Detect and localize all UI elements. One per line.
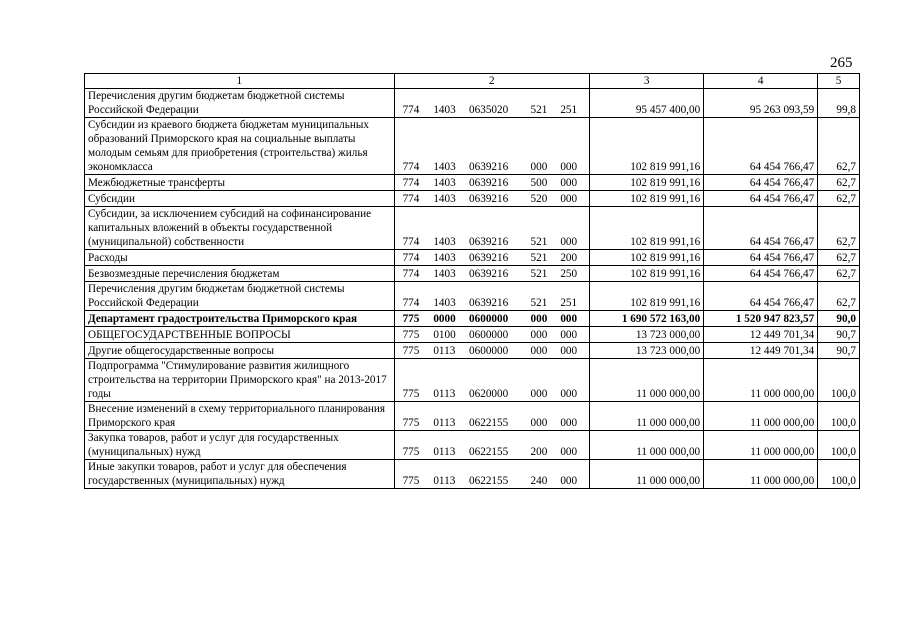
row-percent: 100,0 bbox=[818, 431, 860, 460]
row-percent: 99,8 bbox=[818, 89, 860, 118]
row-expense-type-code: 000 bbox=[530, 388, 548, 400]
row-codes bbox=[394, 175, 590, 191]
row-codes bbox=[394, 431, 590, 460]
row-kosgu-code: 000 bbox=[560, 475, 578, 487]
column-header-5: 5 bbox=[818, 74, 860, 89]
table-row bbox=[85, 343, 860, 359]
row-chapter-code: 775 bbox=[402, 329, 420, 341]
row-percent: 90,0 bbox=[818, 311, 860, 327]
row-name: Субсидии bbox=[85, 191, 395, 207]
row-planned-amount: 102 819 991,16 bbox=[590, 282, 704, 311]
row-codes bbox=[394, 89, 590, 118]
row-name: Межбюджетные трансферты bbox=[85, 175, 395, 191]
row-chapter-code: 774 bbox=[402, 268, 420, 280]
row-target-code: 0600000 bbox=[469, 329, 509, 341]
row-executed-amount: 64 454 766,47 bbox=[704, 175, 818, 191]
row-kosgu-code: 000 bbox=[560, 161, 578, 173]
row-codes bbox=[394, 282, 590, 311]
row-expense-type-code: 521 bbox=[530, 252, 548, 264]
row-planned-amount: 95 457 400,00 bbox=[590, 89, 704, 118]
row-expense-type-code: 200 bbox=[530, 446, 548, 458]
table-row bbox=[85, 118, 860, 175]
column-header-4: 4 bbox=[704, 74, 818, 89]
row-name: Перечисления другим бюджетам бюджетной системы Российской Федерации bbox=[85, 282, 395, 311]
row-chapter-code: 774 bbox=[402, 252, 420, 264]
row-chapter-code: 775 bbox=[402, 475, 420, 487]
row-percent: 62,7 bbox=[818, 266, 860, 282]
row-executed-amount: 1 520 947 823,57 bbox=[704, 311, 818, 327]
row-target-code: 0635020 bbox=[469, 104, 509, 116]
row-kosgu-code: 000 bbox=[560, 329, 578, 341]
row-executed-amount: 64 454 766,47 bbox=[704, 266, 818, 282]
row-kosgu-code: 000 bbox=[560, 313, 578, 325]
row-percent: 90,7 bbox=[818, 327, 860, 343]
table-row bbox=[85, 250, 860, 266]
row-chapter-code: 774 bbox=[402, 177, 420, 189]
row-expense-type-code: 521 bbox=[530, 268, 548, 280]
row-section-code: 1403 bbox=[433, 177, 456, 189]
row-codes bbox=[394, 207, 590, 250]
row-percent: 90,7 bbox=[818, 343, 860, 359]
row-planned-amount: 102 819 991,16 bbox=[590, 250, 704, 266]
row-name: Безвозмездные перечисления бюджетам bbox=[85, 266, 395, 282]
row-target-code: 0620000 bbox=[469, 388, 509, 400]
column-header-2: 2 bbox=[394, 74, 590, 89]
row-target-code: 0639216 bbox=[469, 193, 509, 205]
row-executed-amount: 64 454 766,47 bbox=[704, 250, 818, 266]
row-executed-amount: 11 000 000,00 bbox=[704, 460, 818, 489]
row-target-code: 0639216 bbox=[469, 177, 509, 189]
row-codes bbox=[394, 327, 590, 343]
row-name: Другие общегосударственные вопросы bbox=[85, 343, 395, 359]
row-chapter-code: 774 bbox=[402, 193, 420, 205]
row-target-code: 0639216 bbox=[469, 236, 509, 248]
row-expense-type-code: 000 bbox=[530, 345, 548, 357]
row-percent: 62,7 bbox=[818, 250, 860, 266]
row-section-code: 1403 bbox=[433, 252, 456, 264]
row-name: Закупка товаров, работ и услуг для государственных (муниципальных) нужд bbox=[85, 431, 395, 460]
row-planned-amount: 102 819 991,16 bbox=[590, 191, 704, 207]
row-codes bbox=[394, 118, 590, 175]
row-kosgu-code: 000 bbox=[560, 417, 578, 429]
row-kosgu-code: 000 bbox=[560, 446, 578, 458]
table-row bbox=[85, 282, 860, 311]
column-header-3: 3 bbox=[590, 74, 704, 89]
row-section-code: 1403 bbox=[433, 193, 456, 205]
row-kosgu-code: 251 bbox=[560, 297, 578, 309]
row-target-code: 0639216 bbox=[469, 297, 509, 309]
table-row bbox=[85, 175, 860, 191]
row-target-code: 0639216 bbox=[469, 268, 509, 280]
row-name: Субсидии, за исключением субсидий на софинансирование капитальных вложений в объекты государственной (муниципальной) собственности bbox=[85, 207, 395, 250]
table-header-row bbox=[85, 74, 860, 89]
row-planned-amount: 102 819 991,16 bbox=[590, 118, 704, 175]
row-name: ОБЩЕГОСУДАРСТВЕННЫЕ ВОПРОСЫ bbox=[85, 327, 395, 343]
table-row bbox=[85, 89, 860, 118]
row-target-code: 0622155 bbox=[469, 446, 509, 458]
row-percent: 100,0 bbox=[818, 402, 860, 431]
row-section-code: 0100 bbox=[433, 329, 456, 341]
row-kosgu-code: 000 bbox=[560, 345, 578, 357]
row-kosgu-code: 000 bbox=[560, 193, 578, 205]
row-chapter-code: 775 bbox=[402, 388, 420, 400]
row-expense-type-code: 240 bbox=[530, 475, 548, 487]
row-chapter-code: 775 bbox=[402, 313, 420, 325]
row-expense-type-code: 000 bbox=[530, 161, 548, 173]
table-row bbox=[85, 327, 860, 343]
row-section-code: 1403 bbox=[433, 297, 456, 309]
row-target-code: 0622155 bbox=[469, 417, 509, 429]
row-section-code: 0113 bbox=[433, 417, 456, 429]
row-expense-type-code: 521 bbox=[530, 104, 548, 116]
row-executed-amount: 12 449 701,34 bbox=[704, 327, 818, 343]
row-target-code: 0639216 bbox=[469, 252, 509, 264]
row-kosgu-code: 000 bbox=[560, 388, 578, 400]
table-row bbox=[85, 191, 860, 207]
row-percent: 62,7 bbox=[818, 175, 860, 191]
row-codes bbox=[394, 266, 590, 282]
row-planned-amount: 102 819 991,16 bbox=[590, 266, 704, 282]
row-expense-type-code: 500 bbox=[530, 177, 548, 189]
row-target-code: 0600000 bbox=[469, 313, 509, 325]
row-percent: 62,7 bbox=[818, 191, 860, 207]
row-planned-amount: 11 000 000,00 bbox=[590, 359, 704, 402]
row-expense-type-code: 521 bbox=[530, 297, 548, 309]
row-executed-amount: 11 000 000,00 bbox=[704, 402, 818, 431]
row-chapter-code: 775 bbox=[402, 417, 420, 429]
row-codes bbox=[394, 191, 590, 207]
row-planned-amount: 102 819 991,16 bbox=[590, 207, 704, 250]
table-row bbox=[85, 431, 860, 460]
row-name: Субсидии из краевого бюджета бюджетам муниципальных образований Приморского края на социальные выплаты молодым семьям для приобретения (строительства) жилья экономкласса bbox=[85, 118, 395, 175]
row-chapter-code: 774 bbox=[402, 236, 420, 248]
row-codes bbox=[394, 359, 590, 402]
row-target-code: 0622155 bbox=[469, 475, 509, 487]
column-header-1: 1 bbox=[85, 74, 395, 89]
row-section-code: 0113 bbox=[433, 475, 456, 487]
row-planned-amount: 11 000 000,00 bbox=[590, 460, 704, 489]
table-row bbox=[85, 460, 860, 489]
row-section-code: 0000 bbox=[433, 313, 456, 325]
row-codes bbox=[394, 460, 590, 489]
table-row bbox=[85, 359, 860, 402]
row-name: Внесение изменений в схему территориального планирования Приморского края bbox=[85, 402, 395, 431]
row-executed-amount: 64 454 766,47 bbox=[704, 282, 818, 311]
row-section-code: 0113 bbox=[433, 446, 456, 458]
table-row bbox=[85, 266, 860, 282]
row-section-code: 1403 bbox=[433, 236, 456, 248]
row-executed-amount: 64 454 766,47 bbox=[704, 191, 818, 207]
row-name: Подпрограмма "Стимулирование развития жилищного строительства на территории Приморского края" на 2013-2017 годы bbox=[85, 359, 395, 402]
row-codes bbox=[394, 402, 590, 431]
row-name: Расходы bbox=[85, 250, 395, 266]
row-expense-type-code: 000 bbox=[530, 313, 548, 325]
table-row bbox=[85, 402, 860, 431]
row-name: Департамент градостроительства Приморского края bbox=[85, 311, 395, 327]
row-chapter-code: 775 bbox=[402, 345, 420, 357]
row-kosgu-code: 000 bbox=[560, 177, 578, 189]
row-kosgu-code: 200 bbox=[560, 252, 578, 264]
row-chapter-code: 774 bbox=[402, 297, 420, 309]
row-percent: 62,7 bbox=[818, 118, 860, 175]
row-kosgu-code: 000 bbox=[560, 236, 578, 248]
row-executed-amount: 64 454 766,47 bbox=[704, 207, 818, 250]
row-codes bbox=[394, 250, 590, 266]
row-planned-amount: 102 819 991,16 bbox=[590, 175, 704, 191]
row-section-code: 0113 bbox=[433, 388, 456, 400]
row-executed-amount: 11 000 000,00 bbox=[704, 359, 818, 402]
row-chapter-code: 774 bbox=[402, 161, 420, 173]
row-planned-amount: 13 723 000,00 bbox=[590, 327, 704, 343]
row-expense-type-code: 000 bbox=[530, 329, 548, 341]
row-codes bbox=[394, 311, 590, 327]
row-percent: 100,0 bbox=[818, 460, 860, 489]
row-planned-amount: 11 000 000,00 bbox=[590, 402, 704, 431]
row-executed-amount: 64 454 766,47 bbox=[704, 118, 818, 175]
page-number: 265 bbox=[830, 55, 853, 71]
row-name: Перечисления другим бюджетам бюджетной системы Российской Федерации bbox=[85, 89, 395, 118]
row-target-code: 0600000 bbox=[469, 345, 509, 357]
row-section-code: 0113 bbox=[433, 345, 456, 357]
row-name: Иные закупки товаров, работ и услуг для обеспечения государственных (муниципальных) нужд bbox=[85, 460, 395, 489]
row-planned-amount: 11 000 000,00 bbox=[590, 431, 704, 460]
row-percent: 62,7 bbox=[818, 207, 860, 250]
row-section-code: 1403 bbox=[433, 268, 456, 280]
row-chapter-code: 775 bbox=[402, 446, 420, 458]
row-planned-amount: 1 690 572 163,00 bbox=[590, 311, 704, 327]
row-section-code: 1403 bbox=[433, 104, 456, 116]
row-kosgu-code: 251 bbox=[560, 104, 578, 116]
table-row bbox=[85, 311, 860, 327]
row-target-code: 0639216 bbox=[469, 161, 509, 173]
row-executed-amount: 95 263 093,59 bbox=[704, 89, 818, 118]
row-kosgu-code: 250 bbox=[560, 268, 578, 280]
row-chapter-code: 774 bbox=[402, 104, 420, 116]
table-row bbox=[85, 207, 860, 250]
row-expense-type-code: 521 bbox=[530, 236, 548, 248]
row-expense-type-code: 520 bbox=[530, 193, 548, 205]
row-expense-type-code: 000 bbox=[530, 417, 548, 429]
row-planned-amount: 13 723 000,00 bbox=[590, 343, 704, 359]
row-percent: 100,0 bbox=[818, 359, 860, 402]
row-section-code: 1403 bbox=[433, 161, 456, 173]
row-percent: 62,7 bbox=[818, 282, 860, 311]
row-executed-amount: 11 000 000,00 bbox=[704, 431, 818, 460]
row-executed-amount: 12 449 701,34 bbox=[704, 343, 818, 359]
budget-table bbox=[84, 73, 860, 489]
row-codes bbox=[394, 343, 590, 359]
